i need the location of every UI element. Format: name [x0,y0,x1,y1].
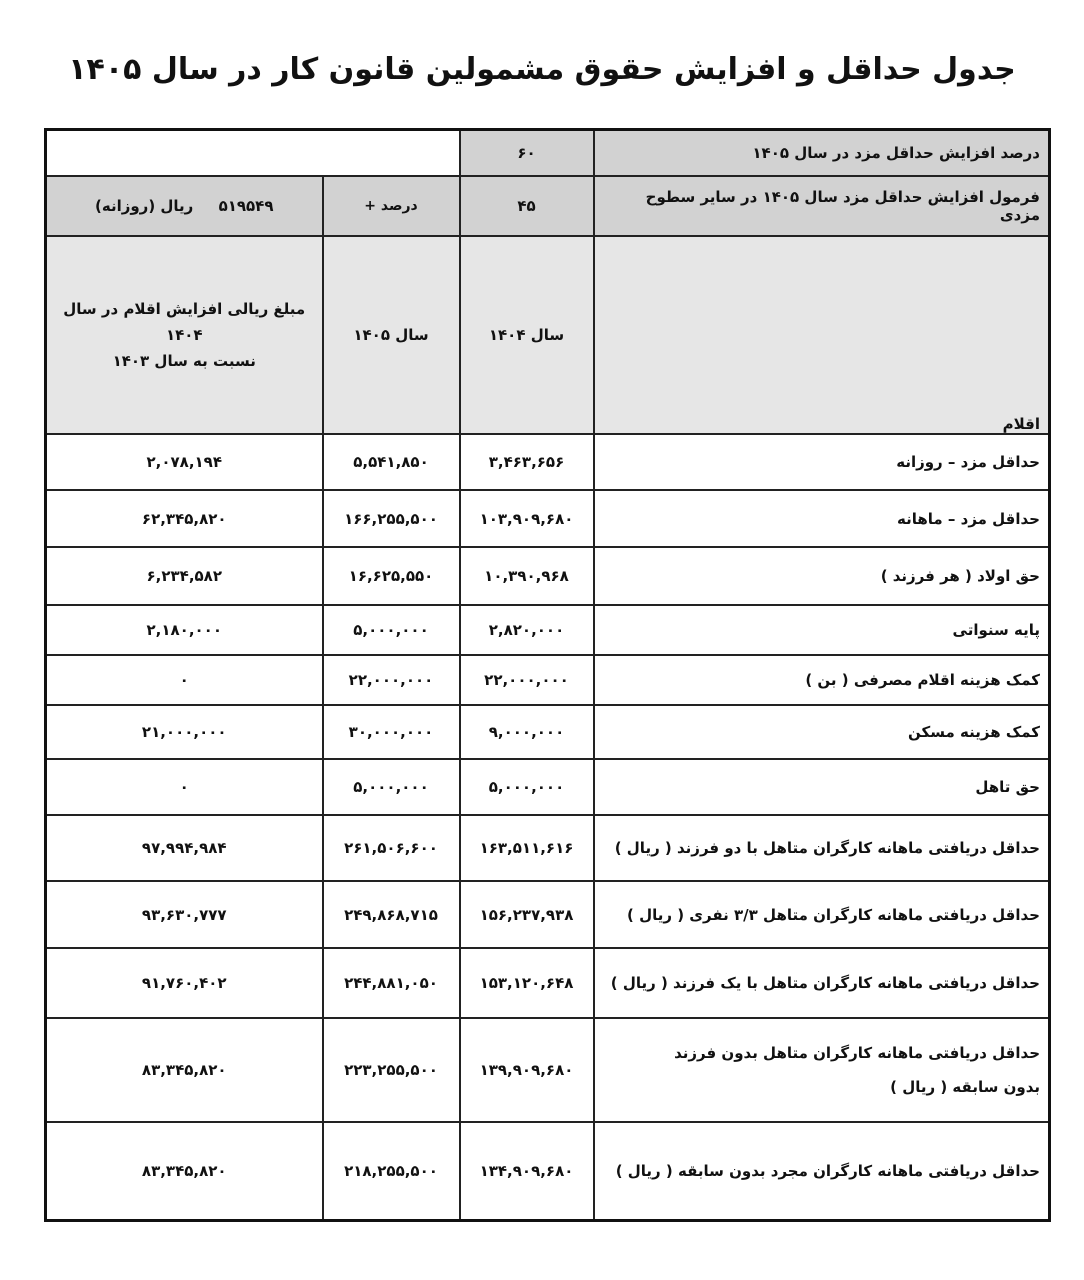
row-label-line2: بدون سابقه ( ریال ) [890,1077,1040,1096]
row-label: حق تاهل [594,759,1050,815]
header-increase [46,236,323,435]
row-label: حداقل دریافتی ماهانه کارگران متاهل ۳/۳ نفری ( ریال ) [594,881,1050,947]
row-label: حداقل مزد – روزانه [594,434,1050,490]
row-increase: ۹۷,۹۹۴,۹۸۴ [46,815,323,881]
row-1405: ۲۴۹,۸۶۸,۷۱۵ [323,881,460,947]
row-increase: ۲,۱۸۰,۰۰۰ [46,605,323,655]
header-year-1404: سال ۱۴۰۴ [460,236,594,435]
row-1405: ۵,۰۰۰,۰۰۰ [323,605,460,655]
row-1404: ۵,۰۰۰,۰۰۰ [460,759,594,815]
table-row [46,490,1050,546]
row-label: حق اولاد ( هر فرزند ) [594,547,1050,605]
row-1405: ۲۴۴,۸۸۱,۰۵۰ [323,948,460,1018]
table-row [46,1122,1050,1220]
row-1404: ۱۵۳,۱۲۰,۶۴۸ [460,948,594,1018]
formula-label: فرمول افزایش حداقل مزد سال ۱۴۰۵ در سایر سطوح مزدی [594,176,1050,236]
table-row [46,547,1050,605]
row-1405: ۲۱۸,۲۵۵,۵۰۰ [323,1122,460,1220]
row-1405: ۱۶۶,۲۵۵,۵۰۰ [323,490,460,546]
row-1404: ۱۰۳,۹۰۹,۶۸۰ [460,490,594,546]
table-row [46,605,1050,655]
percent-blank-cell [46,130,460,176]
row-1404: ۹,۰۰۰,۰۰۰ [460,705,594,759]
header-increase-line2: نسبت به سال ۱۴۰۳ [112,352,256,371]
row-increase: ۶,۲۳۴,۵۸۲ [46,547,323,605]
header-increase-line1: مبلغ ریالی افزایش اقلام در سال ۱۴۰۴ [63,300,306,345]
row-1404: ۳,۴۶۳,۶۵۶ [460,434,594,490]
row-1405: ۳۰,۰۰۰,۰۰۰ [323,705,460,759]
table-row [46,759,1050,815]
formula-percent-value: ۴۵ [460,176,594,236]
page-title: جدول حداقل و افزایش حقوق مشمولین قانون کار در سال ۱۴۰۵ [68,52,1016,87]
row-increase: ۶۲,۳۴۵,۸۲۰ [46,490,323,546]
row-increase: ۹۳,۶۳۰,۷۷۷ [46,881,323,947]
row-increase: ۸۳,۳۴۵,۸۲۰ [46,1122,323,1220]
row-1405: ۵,۵۴۱,۸۵۰ [323,434,460,490]
row-label: کمک هزینه اقلام مصرفی ( بن ) [594,655,1050,705]
formula-percent-label: درصد + [323,176,460,236]
row-1404: ۲,۸۲۰,۰۰۰ [460,605,594,655]
row-1404: ۱۰,۳۹۰,۹۶۸ [460,547,594,605]
row-increase: ۰ [46,759,323,815]
header-year-1405: سال ۱۴۰۵ [323,236,460,435]
row-1404: ۱۶۳,۵۱۱,۶۱۶ [460,815,594,881]
row-label: پایه سنواتی [594,605,1050,655]
row-1405: ۵,۰۰۰,۰۰۰ [323,759,460,815]
row-increase: ۲,۰۷۸,۱۹۴ [46,434,323,490]
formula-amount-unit: ریال (روزانه) [95,196,194,215]
table-row [46,655,1050,705]
row-increase: ۲۱,۰۰۰,۰۰۰ [46,705,323,759]
table-row [46,948,1050,1018]
row-label: حداقل مزد – ماهانه [594,490,1050,546]
header-items: اقلام [594,236,1050,435]
row-1405: ۲۲۳,۲۵۵,۵۰۰ [323,1018,460,1122]
row-1405: ۱۶,۶۲۵,۵۵۰ [323,547,460,605]
table-row [46,1018,1050,1122]
formula-amount-value: ۵۱۹۵۴۹ [218,196,274,215]
row-label: کمک هزینه مسکن [594,705,1050,759]
wage-table [44,128,1051,1222]
table-row [46,881,1050,947]
formula-row [46,176,1050,236]
row-1404: ۱۵۶,۲۳۷,۹۳۸ [460,881,594,947]
row-1404: ۱۳۴,۹۰۹,۶۸۰ [460,1122,594,1220]
table-row [46,705,1050,759]
row-1404: ۱۳۹,۹۰۹,۶۸۰ [460,1018,594,1122]
row-increase: ۹۱,۷۶۰,۴۰۲ [46,948,323,1018]
row-increase: ۰ [46,655,323,705]
row-label-line1: حداقل دریافتی ماهانه کارگران متاهل بدون فرزند [674,1043,1040,1062]
row-1404: ۲۲,۰۰۰,۰۰۰ [460,655,594,705]
row-label [594,1018,1050,1122]
row-label: حداقل دریافتی ماهانه کارگران متاهل با دو فرزند ( ریال ) [594,815,1050,881]
percent-row [46,130,1050,176]
row-label: حداقل دریافتی ماهانه کارگران مجرد بدون سابقه ( ریال ) [594,1122,1050,1220]
table-row [46,815,1050,881]
header-row [46,236,1050,435]
percent-value: ۶۰ [460,130,594,176]
row-1405: ۲۶۱,۵۰۶,۶۰۰ [323,815,460,881]
row-label: حداقل دریافتی ماهانه کارگران متاهل با یک فرزند ( ریال ) [594,948,1050,1018]
table-row [46,434,1050,490]
percent-label: درصد افزایش حداقل مزد در سال ۱۴۰۵ [594,130,1050,176]
row-1405: ۲۲,۰۰۰,۰۰۰ [323,655,460,705]
formula-amount [46,176,323,236]
row-increase: ۸۳,۳۴۵,۸۲۰ [46,1018,323,1122]
